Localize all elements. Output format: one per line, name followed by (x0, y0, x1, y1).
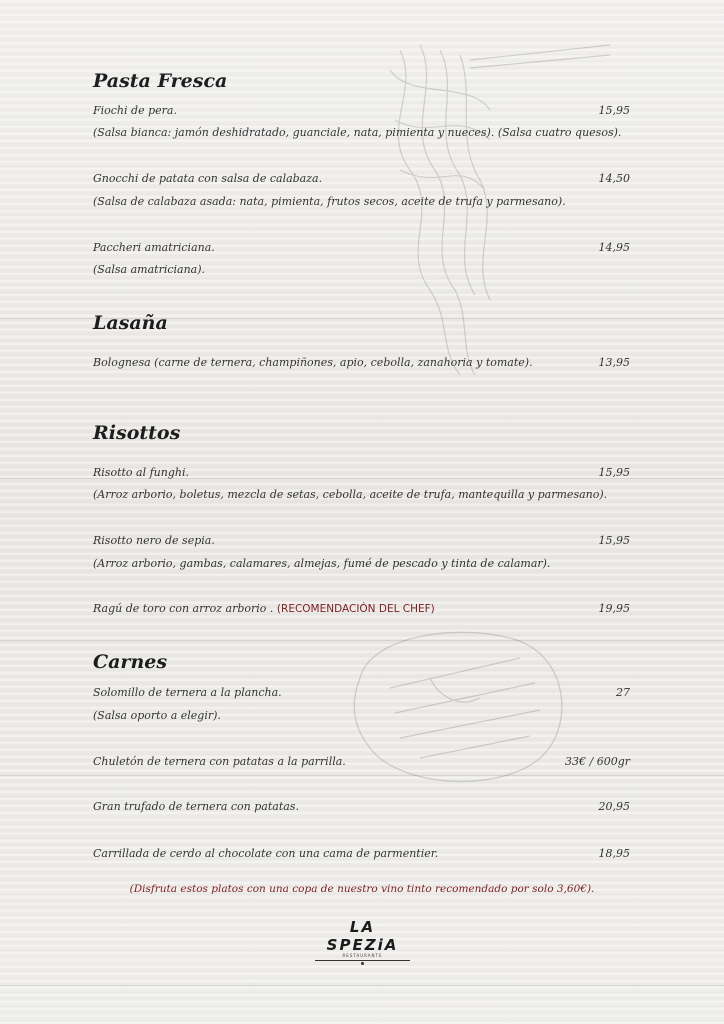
item-description: (Arroz arborio, gambas, calamares, almejas, fumé de pescado y tinta de calamar). (93, 557, 551, 570)
menu-item (93, 104, 630, 117)
menu-item (93, 356, 630, 369)
menu-item (93, 847, 630, 860)
menu-item (93, 800, 630, 813)
item-name: Ragú de toro con arroz arborio . (93, 602, 274, 615)
item-name: Risotto nero de sepia. (93, 534, 215, 547)
menu-item (93, 602, 630, 615)
section-title-risottos: Risottos (93, 422, 181, 444)
item-price: 20,95 (598, 800, 630, 813)
item-price: 18,95 (598, 847, 630, 860)
wood-grain (0, 985, 724, 986)
menu-item (93, 241, 630, 254)
item-name: Fiochi de pera. (93, 104, 177, 117)
menu-item (93, 534, 630, 547)
menu-item (93, 466, 630, 479)
pasta-fork-illustration (360, 30, 620, 390)
item-price: 27 (616, 686, 630, 699)
item-description: (Salsa oporto a elegir). (93, 709, 221, 722)
section-title-carnes: Carnes (93, 651, 168, 673)
section-title-lasana: Lasaña (93, 312, 168, 334)
logo-dot (361, 962, 364, 965)
logo-name: LA SPEZiA (326, 918, 399, 954)
item-name: Solomillo de ternera a la plancha. (93, 686, 282, 699)
item-name: Bolognesa (carne de ternera, champiñones, apio, cebolla, zanahoria y tomate). (93, 356, 533, 369)
item-name: Chuletón de ternera con patatas a la parrilla. (93, 755, 346, 768)
item-price: 19,95 (598, 602, 630, 615)
logo-divider (315, 960, 410, 961)
item-price: 14,50 (598, 172, 630, 185)
menu-item (93, 686, 630, 699)
item-name: Gran trufado de ternera con patatas. (93, 800, 299, 813)
item-description: (Salsa bianca: jamón deshidratado, guanciale, nata, pimienta y nueces). (Salsa cuatro quesos). (93, 126, 622, 139)
item-price: 33€ / 600gr (565, 755, 630, 768)
menu-item (93, 172, 630, 185)
menu-item (93, 755, 630, 768)
item-name: Risotto al funghi. (93, 466, 189, 479)
item-price: 14,95 (598, 241, 630, 254)
item-price: 15,95 (598, 466, 630, 479)
item-description: (Arroz arborio, boletus, mezcla de setas, cebolla, aceite de trufa, mantequilla y parmesano). (93, 488, 608, 501)
restaurant-logo (315, 918, 410, 965)
item-description: (Salsa amatriciana). (93, 263, 206, 276)
section-title-pasta-fresca: Pasta Fresca (93, 70, 228, 92)
steak-illustration (340, 618, 580, 798)
chef-recommendation-tag: (RECOMENDACIÓN DEL CHEF) (276, 603, 435, 615)
logo-subtitle: RESTAURANTE (342, 953, 383, 958)
wine-pairing-note: (Disfruta estos platos con una copa de nuestro vino tinto recomendado por solo 3,60€). (129, 883, 595, 895)
item-description: (Salsa de calabaza asada: nata, pimienta, frutos secos, aceite de trufa y parmesano). (93, 195, 566, 208)
item-price: 15,95 (598, 534, 630, 547)
item-name: Carrillada de cerdo al chocolate con una cama de parmentier. (93, 847, 439, 860)
item-name: Paccheri amatriciana. (93, 241, 215, 254)
item-name: Gnocchi de patata con salsa de calabaza. (93, 172, 323, 185)
item-price: 13,95 (598, 356, 630, 369)
item-price: 15,95 (598, 104, 630, 117)
